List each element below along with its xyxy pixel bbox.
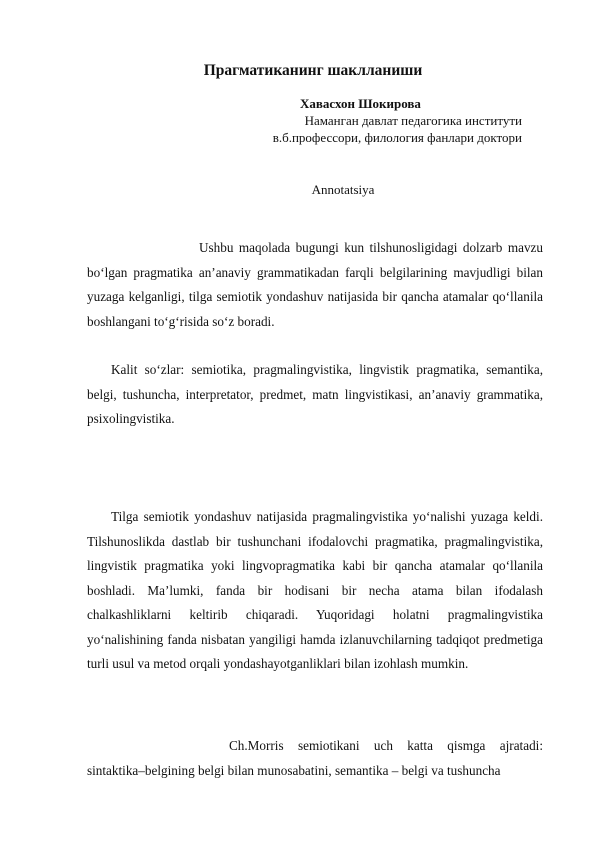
author-institution: Наманган давлат педагогика институти [304, 113, 522, 128]
body-paragraph-2: Ch.Morris semiotikani uch katta qismga ajratadi: sintaktika–belgining belgi bilan munosabatini, semantika – belgi va tushuncha [87, 738, 543, 778]
body-paragraph-1: Tilga semiotik yondashuv natijasida pragmalingvistika yo‘nalishi yuzaga keldi. Tilshunoslikda dastlab bir tushunchani ifodalovchi pragmatika, pragmalingvistika, lingvistik pragmatika yoki lingvopragmatika kabi bir qancha atamalar qo‘llanila boshladi. Ma’lumki, fanda bir hodisani bir necha atama bilan ifodalash chalkashliklarni keltirib chiqaradi. Yuqoridagi holatni pragmalingvistika yo‘nalishining fanda nisbatan yangiligi hamda izlanuvchilarning tadqiqot predmetiga turli usul va metod orqali yondashayotganliklari bilan izohlash mumkin. [87, 509, 543, 671]
annotation-heading: Annotatsiya [311, 182, 375, 197]
keywords-paragraph: Kalit so‘zlar: semiotika, pragmalingvistika, lingvistik pragmatika, semantika, belgi, tushuncha, interpretator, predmet, matn lingvistikasi, an’anaviy grammatika, psixolingvistika. [87, 362, 543, 426]
abstract-paragraph: Ushbu maqolada bugungi kun tilshunosligidagi dolzarb mavzu bo‘lgan pragmatika an’anaviy grammatikadan farqli belgilarining mavjudligi bilan yuzaga kelganligi, tilga semiotik yondashuv natijasida bir qancha atamalar qo‘llanila boshlangani to‘g‘risida so‘z boradi. [87, 240, 543, 329]
author-degree: в.б.профессори, филология фанлари доктори [272, 130, 522, 145]
author-name: Хавасхон Шокирова [300, 96, 421, 111]
article-title: Прагматиканинг шаклланиши [203, 62, 423, 79]
